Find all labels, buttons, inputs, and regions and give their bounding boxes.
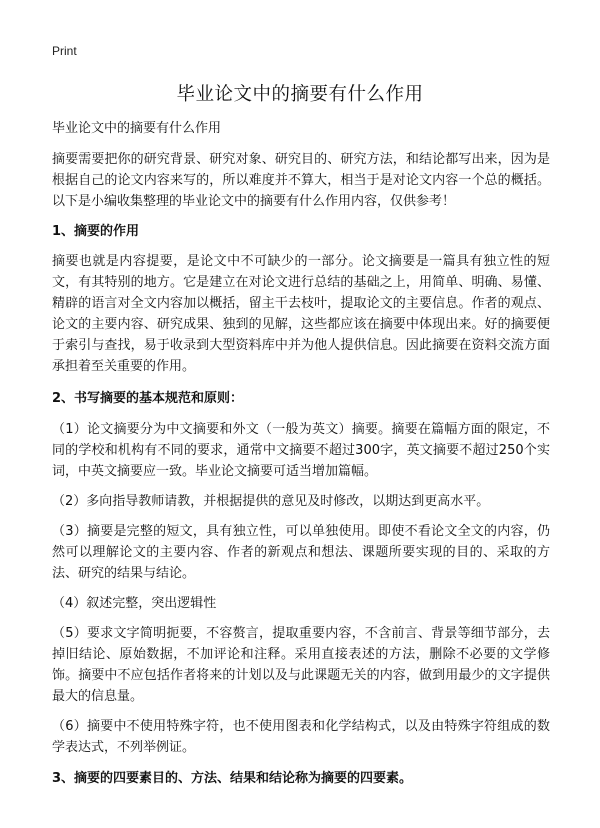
article-subtitle: 毕业论文中的摘要有什么作用 xyxy=(52,121,222,136)
article-body xyxy=(52,118,550,789)
page-title: 毕业论文中的摘要有什么作用 xyxy=(176,84,424,105)
guideline-item-2: （2）多向指导教师请教，并根据提供的意见及时修改，以期达到更高水平。 xyxy=(52,494,490,509)
section-heading-1: 1、摘要的作用 xyxy=(52,224,140,239)
guideline-item-4: （4）叙述完整，突出逻辑性 xyxy=(52,596,217,611)
guideline-item-6: （6）摘要中不使用特殊字符，也不使用图表和化学结构式，以及由特殊字符组成的数学表达式，不列举例证。 xyxy=(52,719,550,755)
print-label: Print xyxy=(52,44,77,58)
section-1-paragraph: 摘要也就是内容提要，是论文中不可缺少的一部分。论文摘要是一篇具有独立性的短文，有其特别的地方。它是建立在对论文进行总结的基础之上，用简单、明确、易懂、精辟的语言对全文内容加以概括，留主干去枝叶，提取论文的主要信息。作者的观点、论文的主要内容、研究成果、独到的见解，这些都应该在摘要中体现出来。好的摘要便于索引与查找，易于收录到大型资料库中并为他人提供信息。因此摘要在资料交流方面承担着至关重要的作用。 xyxy=(52,254,550,374)
section-heading-2: 2、书写摘要的基本规范和原则： xyxy=(52,391,244,406)
intro-paragraph: 摘要需要把你的研究背景、研究对象、研究目的、研究方法，和结论都写出来，因为是根据自己的论文内容来写的，所以难度并不算大，相当于是对论文内容一个总的概括。以下是小编收集整理的毕业论文中的摘要有什么作用内容，仅供参考！ xyxy=(52,152,550,209)
guideline-item-3: （3）摘要是完整的短文，具有独立性，可以单独使用。即使不看论文全文的内容，仍然可以理解论文的主要内容、作者的新观点和想法、课题所要实现的目的、采取的方法、研究的结果与结论。 xyxy=(52,524,550,581)
guideline-item-5: （5）要求文字简明扼要，不容赘言，提取重要内容，不含前言、背景等细节部分，去掉旧结论、原始数据，不加评论和注释。采用直接表述的方法，删除不必要的文学修饰。摘要中不应包括作者将来的计划以及与此课题无关的内容，做到用最少的文字提供最大的信息量。 xyxy=(52,626,550,704)
section-heading-3: 3、摘要的四要素目的、方法、结果和结论称为摘要的四要素。 xyxy=(52,771,413,786)
guideline-item-1: （1）论文摘要分为中文摘要和外文（一般为英文）摘要。摘要在篇幅方面的限定，不同的学校和机构有不同的要求，通常中文摘要不超过300字，英文摘要不超过250个实词，中英文摘要应一致。毕业论文摘要可适当增加篇幅。 xyxy=(52,422,550,479)
